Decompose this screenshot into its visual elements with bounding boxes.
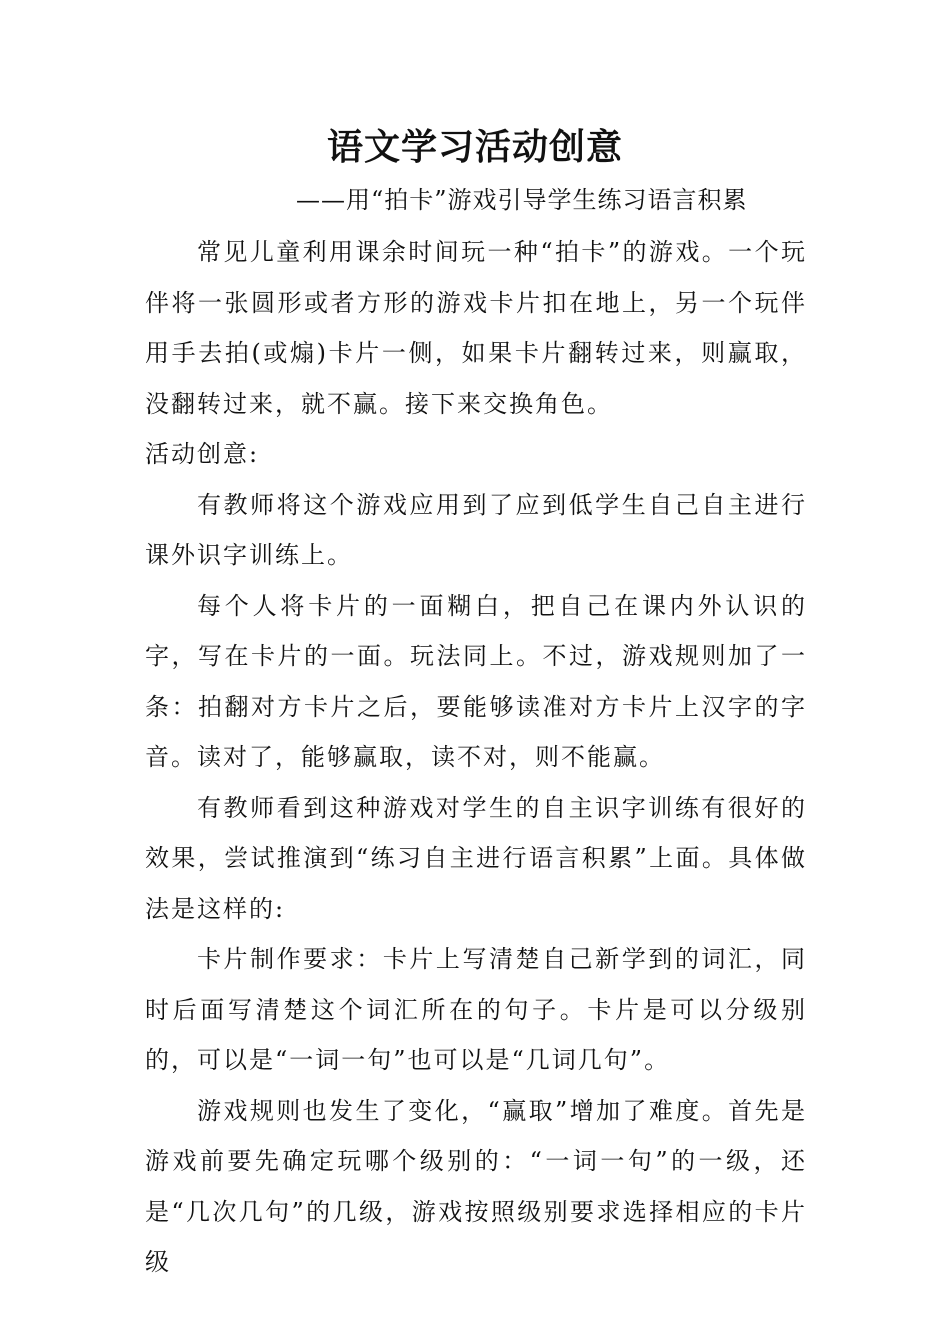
document-title: 语文学习活动创意 [326,126,623,168]
section-heading: 活动创意: [145,440,260,468]
paragraph-4: 卡片制作要求：卡片上写清楚自己新学到的词汇，同时后面写清楚这个词汇所在的句子。卡片是可以分级别的，可以是“一词一句”也可以是“几词几句”。 [145,945,807,1074]
paragraph-5: 游戏规则也发生了变化，“赢取”增加了难度。首先是游戏前要先确定玩哪个级别的：“一词一句”的一级，还是“几次几句”的几级，游戏按照级别要求选择相应的卡片级 [145,1096,807,1276]
paragraph-2: 每个人将卡片的一面糊白，把自己在课内外认识的字，写在卡片的一面。玩法同上。不过，游戏规则加了一条：拍翻对方卡片之后，要能够读准对方卡片上汉字的字音。读对了，能够赢取，读不对，则不能赢。 [145,591,807,771]
paragraph-3: 有教师看到这种游戏对学生的自主识字训练有很好的效果，尝试推演到“练习自主进行语言积累”上面。具体做法是这样的: [145,793,807,923]
document-body [145,227,807,1288]
paragraph-1: 有教师将这个游戏应用到了应到低学生自己自主进行课外识字训练上。 [145,490,807,569]
document-subtitle: ——用“拍卡”游戏引导学生练习语言积累 [296,186,748,214]
paragraph-intro: 常见儿童利用课余时间玩一种“拍卡”的游戏。一个玩伴将一张圆形或者方形的游戏卡片扣在地上，另一个玩伴用手去拍(或煽)卡片一侧，如果卡片翻转过来，则赢取，没翻转过来，就不赢。接下来交换角色。 [145,238,807,418]
